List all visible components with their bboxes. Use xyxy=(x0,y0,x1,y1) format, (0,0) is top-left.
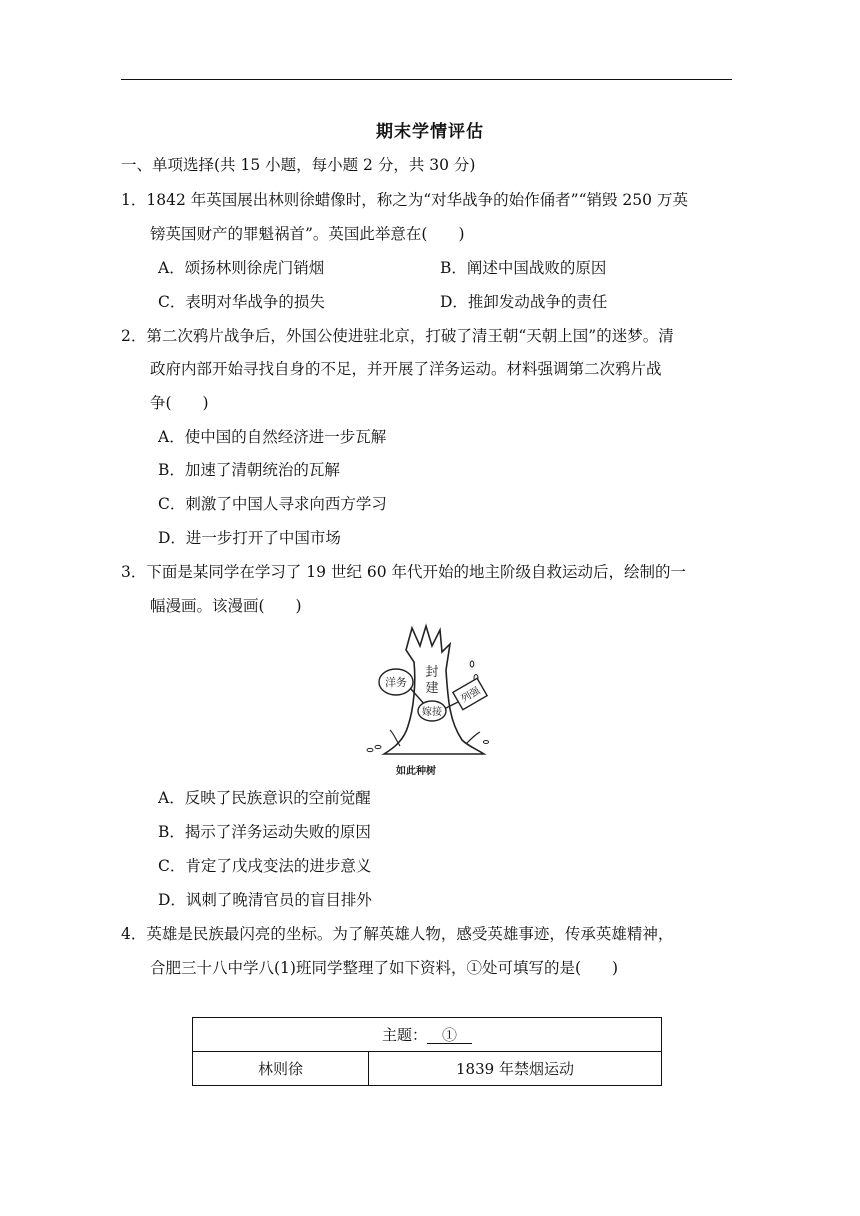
q2-option-d: D．进一步打开了中国市场 xyxy=(158,529,341,547)
q2-stem-line1: 2．第二次鸦片战争后，外国公使进驻北京，打破了清王朝“天朝上国”的迷梦。清 xyxy=(121,327,674,345)
ground-speck xyxy=(470,661,474,667)
q3-option-b: B．揭示了洋务运动失败的原因 xyxy=(158,823,371,841)
q1-option-c: C．表明对华战争的损失 xyxy=(158,293,325,311)
ground-speck xyxy=(375,745,381,748)
table-cell-name: 林则徐 xyxy=(193,1052,369,1086)
q4-stem-line2: 合肥三十八中学八(1)班同学整理了如下资料，①处可填写的是( ) xyxy=(150,959,619,977)
q2-stem-line2: 政府内部开始寻找自身的不足，并开展了洋务运动。材料强调第二次鸦片战 xyxy=(150,360,662,378)
q3-stem-line1: 3．下面是某同学在学习了 19 世纪 60 年代开始的地主阶级自救运动后，绘制的一 xyxy=(121,563,687,581)
cartoon-caption: 如此种树 xyxy=(396,766,436,777)
table-theme-label: 主题： xyxy=(381,1026,427,1044)
q2-stem-line3: 争( ) xyxy=(150,394,209,412)
trunk-char-bottom: 建 xyxy=(425,681,439,696)
q3-option-a: A．反映了民族意识的空前觉醒 xyxy=(158,789,371,807)
q2-option-a: A．使中国的自然经济进一步瓦解 xyxy=(158,428,387,446)
table-theme-blank: __①__ xyxy=(427,1026,473,1044)
tree-root-left xyxy=(390,730,400,746)
q1-option-b: B．阐述中国战败的原因 xyxy=(440,259,607,277)
left-sign-label: 洋务 xyxy=(385,676,407,689)
right-sign xyxy=(453,678,487,709)
section-heading: 一、单项选择(共 15 小题，每小题 2 分，共 30 分) xyxy=(121,156,476,174)
tree-root-right xyxy=(466,732,480,744)
tree-cartoon xyxy=(360,622,500,782)
q2-option-b: B．加速了清朝统治的瓦解 xyxy=(158,461,340,479)
q1-option-d: D．推卸发动战争的责任 xyxy=(440,293,608,311)
page-title: 期末学情评估 xyxy=(376,122,484,142)
q1-stem-line1: 1．1842 年英国展出林则徐蜡像时，称之为“对华战争的始作俑者”“销毁 250 万英 xyxy=(121,191,688,209)
q4-stem-line1: 4．英雄是民族最闪亮的坐标。为了解英雄人物，感受英雄事迹，传承英雄精神， xyxy=(121,925,674,943)
ground-speck xyxy=(367,748,373,751)
ground-speck xyxy=(484,741,489,744)
top-rule xyxy=(121,79,732,80)
trunk-char-top: 封 xyxy=(425,665,439,680)
graft-label: 嫁接 xyxy=(422,707,442,718)
table-row xyxy=(193,1052,662,1086)
q3-option-c: C．肯定了戊戌变法的进步意义 xyxy=(158,857,372,875)
table-header-cell xyxy=(193,1018,662,1052)
q1-stem-line2: 镑英国财产的罪魁祸首”。英国此举意在( ) xyxy=(150,225,465,243)
q3-option-d: D．讽刺了晚清官员的盲目排外 xyxy=(158,891,372,909)
hero-info-table xyxy=(192,1017,662,1086)
q2-option-c: C．刺激了中国人寻求向西方学习 xyxy=(158,495,387,513)
table-cell-event: 1839 年禁烟运动 xyxy=(369,1052,662,1086)
q3-stem-line2: 幅漫画。该漫画( ) xyxy=(150,597,302,615)
right-sign-label: 列强 xyxy=(459,685,483,706)
table-header-row xyxy=(193,1018,662,1052)
q1-option-a: A．颂扬林则徐虎门销烟 xyxy=(158,259,325,277)
